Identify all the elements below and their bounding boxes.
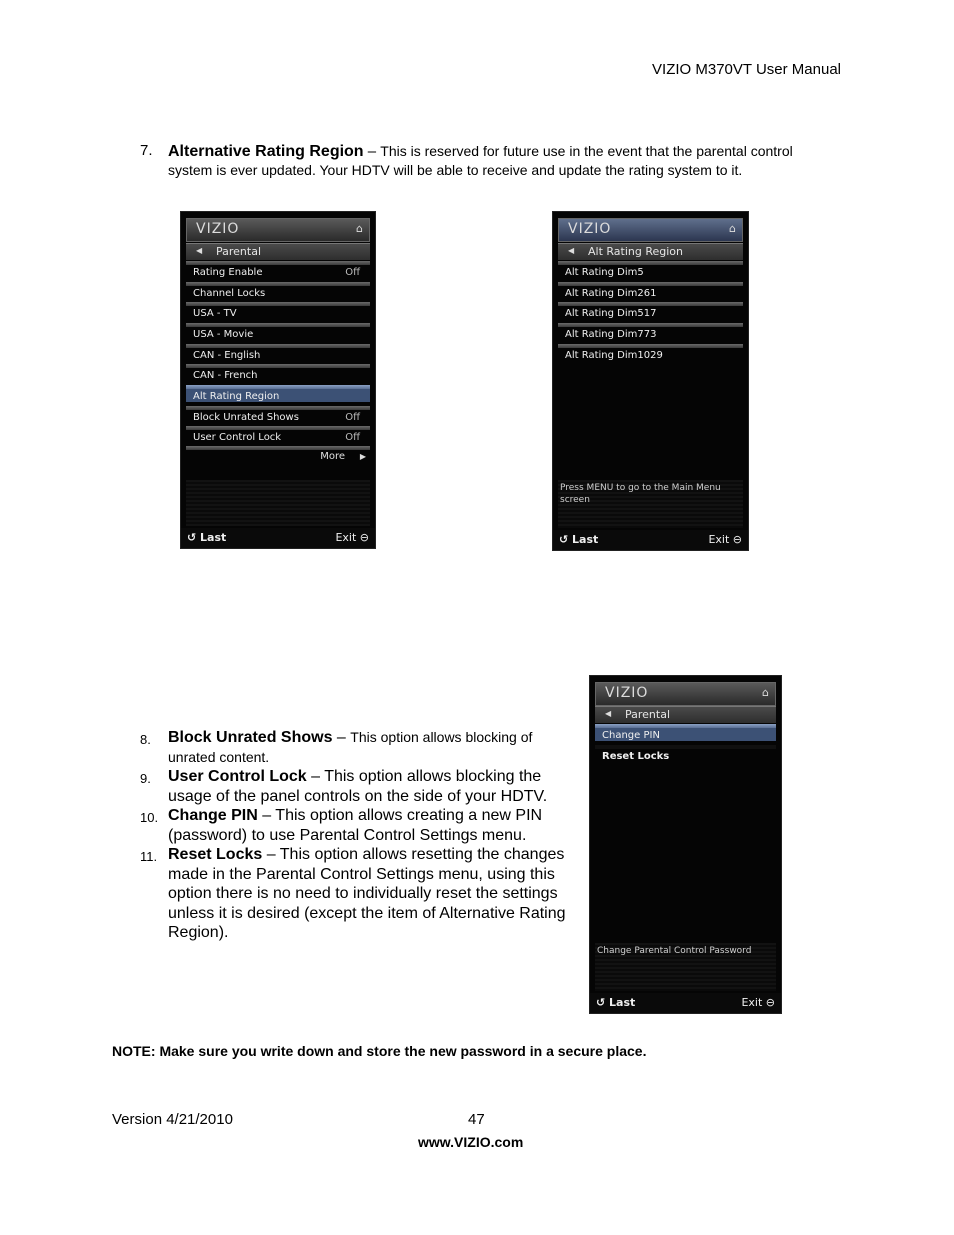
menu-row-can-english[interactable]: CAN - English bbox=[186, 344, 370, 361]
footer-url: www.VIZIO.com bbox=[418, 1134, 524, 1150]
list-item: 9. User Control Lock – This option allows blocking the usage of the panel controls on the side of your HDTV. bbox=[140, 768, 548, 805]
exit-button[interactable]: Exit ⊖ bbox=[741, 996, 775, 1009]
menu-row-channel-locks[interactable]: Channel Locks bbox=[186, 282, 370, 299]
back-arrow-icon[interactable]: ◀ bbox=[568, 246, 575, 255]
vizio-logo: VIZIO bbox=[605, 685, 649, 701]
footer-page-number: 47 bbox=[468, 1111, 485, 1128]
list-item: 10. Change PIN – This option allows creating a new PIN (password) to use Parental Control Settings menu. bbox=[140, 807, 543, 844]
password-note: NOTE: Make sure you write down and store the new password in a secure place. bbox=[112, 1043, 647, 1059]
more-label[interactable]: More bbox=[320, 451, 345, 462]
menu-row-can-french[interactable]: CAN - French bbox=[186, 364, 370, 381]
item-number: 7. bbox=[140, 142, 153, 159]
exit-button[interactable]: Exit ⊖ bbox=[335, 531, 369, 544]
tv-menu-parental-pin bbox=[589, 675, 782, 1014]
menu-footer bbox=[553, 530, 748, 550]
back-arrow-icon[interactable]: ◀ bbox=[605, 709, 612, 718]
list-item: 8. Block Unrated Shows – This option allows blocking of unrated content. bbox=[140, 729, 533, 765]
menu-row-rating-enable[interactable]: Rating Enable Off bbox=[186, 261, 370, 278]
menu-row-alt-rating-dim261[interactable]: Alt Rating Dim261 bbox=[558, 282, 743, 299]
menu-breadcrumb[interactable]: ◀ Parental bbox=[186, 243, 370, 260]
menu-row-alt-rating-dim517[interactable]: Alt Rating Dim517 bbox=[558, 302, 743, 319]
menu-help-area bbox=[186, 480, 370, 526]
last-button[interactable]: ↺ Last bbox=[596, 996, 636, 1009]
menu-topbar bbox=[558, 218, 743, 242]
menu-row-change-pin[interactable]: Change PIN bbox=[595, 724, 776, 741]
manual-title: VIZIO M370VT User Manual bbox=[652, 61, 841, 78]
exit-icon: ⊖ bbox=[359, 531, 369, 544]
home-icon[interactable]: ⌂ bbox=[356, 222, 363, 235]
item-alternative-rating-region bbox=[140, 142, 840, 179]
home-icon[interactable]: ⌂ bbox=[729, 222, 736, 235]
tv-menu-parental bbox=[180, 211, 376, 549]
item-term: Alternative Rating Region bbox=[168, 143, 364, 160]
menu-row-usa-movie[interactable]: USA - Movie bbox=[186, 323, 370, 340]
menu-row-user-control-lock[interactable]: User Control Lock Off bbox=[186, 426, 370, 443]
menu-topbar bbox=[595, 682, 776, 706]
item-desc: This is reserved for future use in the event that the parental control system is ever updated. Your HDTV will be able to receive and update the rating system to it. bbox=[168, 143, 793, 178]
menu-footer bbox=[181, 528, 375, 548]
menu-breadcrumb[interactable]: ◀ Parental bbox=[595, 706, 776, 723]
item-dash: – bbox=[363, 143, 381, 160]
menu-help-text: Change Parental Control Password bbox=[595, 943, 776, 991]
back-arrow-icon[interactable]: ◀ bbox=[196, 246, 203, 255]
menu-row-reset-locks[interactable]: Reset Locks bbox=[595, 745, 776, 762]
last-button[interactable]: ↺ Last bbox=[187, 531, 227, 544]
exit-button[interactable]: Exit ⊖ bbox=[708, 533, 742, 546]
vizio-logo: VIZIO bbox=[568, 221, 612, 237]
footer-version: Version 4/21/2010 bbox=[112, 1111, 233, 1128]
exit-icon: ⊖ bbox=[765, 996, 775, 1009]
menu-row-alt-rating-dim773[interactable]: Alt Rating Dim773 bbox=[558, 323, 743, 340]
parental-options-list bbox=[140, 728, 572, 943]
vizio-logo: VIZIO bbox=[196, 221, 240, 237]
menu-row-block-unrated-shows[interactable]: Block Unrated Shows Off bbox=[186, 406, 370, 423]
menu-row-alt-rating-dim1029[interactable]: Alt Rating Dim1029 bbox=[558, 344, 743, 361]
more-arrow-icon[interactable]: ▶ bbox=[359, 452, 366, 461]
menu-help-text: Press MENU to go to the Main Menu screen bbox=[558, 480, 743, 528]
exit-icon: ⊖ bbox=[732, 533, 742, 546]
menu-row-usa-tv[interactable]: USA - TV bbox=[186, 302, 370, 319]
menu-row-alt-rating-dim5[interactable]: Alt Rating Dim5 bbox=[558, 261, 743, 278]
home-icon[interactable]: ⌂ bbox=[762, 686, 769, 699]
menu-topbar bbox=[186, 218, 370, 242]
list-item: 11. Reset Locks – This option allows resetting the changes made in the Parental Control Settings menu, using this option there is no need to individually reset the settings unless it is desired (except the item of Alternative Rating Region). bbox=[140, 846, 566, 941]
last-button[interactable]: ↺ Last bbox=[559, 533, 599, 546]
menu-breadcrumb[interactable]: ◀ Alt Rating Region bbox=[558, 243, 743, 260]
tv-menu-alt-rating-region bbox=[552, 211, 749, 551]
menu-footer bbox=[590, 993, 781, 1013]
menu-row-alt-rating-region[interactable]: Alt Rating Region bbox=[186, 385, 370, 402]
